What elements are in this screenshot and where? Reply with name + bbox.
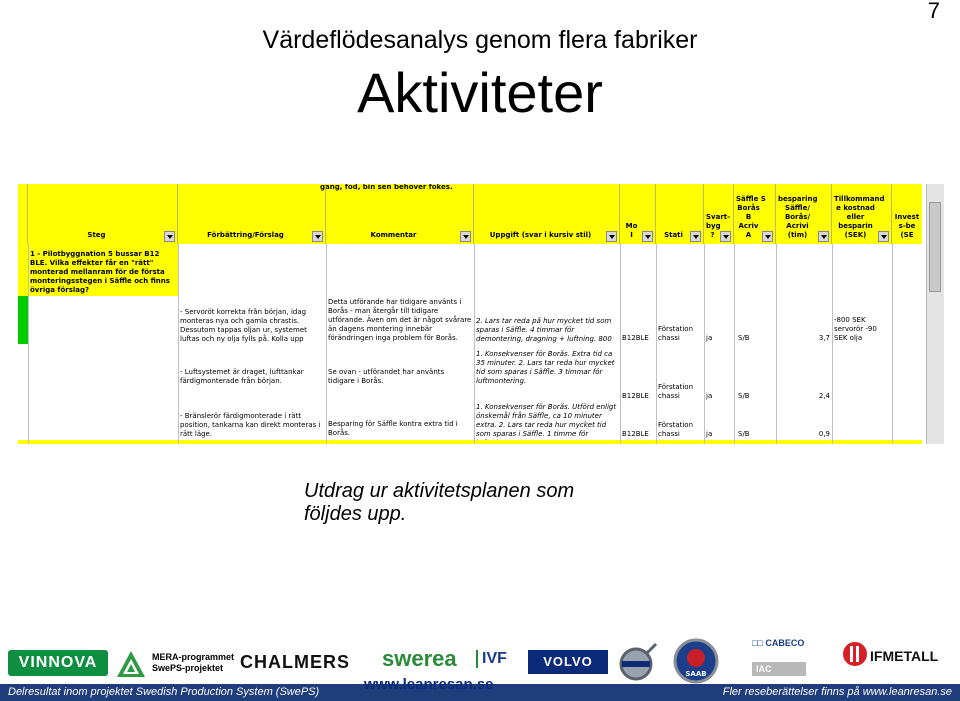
filter-dropdown-icon[interactable]: [606, 231, 617, 242]
grid-line: [656, 244, 657, 444]
overflow-text: gang, fod, bin sen behover fokes.: [320, 184, 453, 191]
uppgift-cell: 1. Konsekvenser för Borås. Utförd enligt önskemål från Säffle, ca 10 minuter extra. 2. Lars tar reda hur mycket tid som sparas i Säffle. 1 timme för: [476, 403, 617, 438]
header-forslag: Förbättring/Förslag: [178, 184, 326, 244]
grid-line: [892, 244, 893, 444]
scrollbar-thumb[interactable]: [929, 202, 941, 292]
iac-logo: IAC: [752, 662, 806, 676]
model-cell: B12BLE: [622, 334, 649, 342]
vinnova-logo: VINNOVA: [8, 650, 108, 676]
uppgift-cell: 2. Lars tar reda på hur mycket tid som sparas i Säffle. 4 timmar för demontering, dragning + luftning. 800: [476, 317, 612, 343]
grid-line: [28, 244, 29, 444]
mera-triangle-icon: [116, 650, 146, 678]
station-cell: Förstation chassi: [658, 325, 694, 342]
header-svart: Svart- byg ?: [704, 184, 734, 244]
grid-line: [776, 244, 777, 444]
forslag-cell: - Bränslerör färdigmonterade i rätt position, tankarna kan direkt monteras i rätt läge.: [180, 412, 321, 438]
volvo-emblem-icon: [616, 642, 660, 682]
table-row: [18, 440, 922, 444]
tim-cell: 3,7: [818, 334, 830, 342]
grid-line: [832, 244, 833, 444]
footer-website-link[interactable]: www.leanresan.se: [364, 676, 494, 693]
model-cell: B12BLE: [622, 392, 649, 400]
ifmetall-logo: IFMETALL: [870, 648, 939, 664]
footer: [0, 630, 960, 701]
grid-line: [326, 244, 327, 444]
status-green-bar: [18, 296, 28, 344]
kommentar-cell: Se ovan - utförandet har använts tidigare i Borås.: [328, 368, 445, 385]
swerea-logo: swerea: [382, 646, 457, 671]
table-row: [18, 244, 922, 297]
filter-dropdown-icon[interactable]: [690, 231, 701, 242]
uppgift-cell: 1. Konsekvenser för Borås. Extra tid ca 35 minuter. 2. Lars tar reda hur mycket tid som sparas i Säffle. 3 timmar för luftmontering.: [476, 350, 615, 385]
sab-cell: S/B: [738, 334, 750, 342]
footer-right-text: Fler reseberättelser finns på www.leanresan.se: [722, 686, 952, 698]
header-invest: Invest s-be (SE: [894, 213, 920, 239]
svart-cell: ja: [706, 334, 713, 342]
vertical-scrollbar[interactable]: [926, 184, 944, 444]
svart-cell: ja: [706, 430, 713, 438]
kommentar-cell: Detta utförande har tidigare använts i Borås - man återgår till tidigare utförande. Även om det är något svårare än dagens montering innebär förändringen inga problem för Borås.: [328, 298, 472, 342]
forslag-cell: - Servoröt korrekta från början, idag monteras nya och gamla chrastis. Dessutom tappas oljan ur, systemet luftas och ny olja fylls på. Kolla upp: [180, 308, 307, 343]
header-corner: [18, 184, 28, 244]
header-kommentar: Kommentar: [326, 184, 474, 244]
cabeco-logo: □□ CABECO: [752, 638, 805, 648]
saab-emblem-icon: [672, 638, 720, 684]
header-kostnad: Tillkommand e kostnad eller besparin (SEK): [832, 184, 892, 244]
station-cell: Förstation chassi: [658, 383, 694, 400]
spreadsheet-excerpt: [18, 184, 944, 444]
sek-cell: -800 SEK servorör -90 SEK olja: [834, 316, 877, 342]
footer-left-text: Delresultat inom projektet Swedish Production System (SwePS): [8, 686, 320, 698]
mera-logo-text: MERA-programmet SwePS-projektet: [152, 652, 235, 673]
chalmers-logo: CHALMERS: [240, 652, 350, 672]
filter-dropdown-icon[interactable]: [164, 231, 175, 242]
volvo-logo: VOLVO: [528, 650, 608, 674]
filter-dropdown-icon[interactable]: [818, 231, 829, 242]
station-cell: Förstation chassi: [658, 421, 694, 438]
slide-title: Aktiviteter: [357, 61, 603, 124]
header-model: Mo I: [620, 184, 656, 244]
slide-subtitle: Värdeflödesanalys genom flera fabriker: [262, 26, 698, 54]
grid-line: [178, 244, 179, 444]
table-row: [18, 402, 922, 441]
steg-cell: 1 - Pilotbyggnation 5 bussar B12 BLE. Vilka effekter får en "rätt" monterad mellanram för de första monteringsstegen i Säffle och finns övriga förslag?: [30, 250, 170, 294]
header-steg: Steg: [28, 184, 178, 244]
filter-dropdown-icon[interactable]: [460, 231, 471, 242]
grid-line: [474, 244, 475, 444]
page-number: 7: [927, 0, 940, 23]
tim-cell: 0,9: [818, 430, 830, 438]
header-besparing: besparing Säffle/ Borås/ Acrivi (tim): [776, 184, 832, 244]
forslag-cell: - Luftsystemet är draget, lufttankar färdigmonterade från början.: [180, 368, 304, 385]
sab-cell: S/B: [738, 430, 750, 438]
ifmetall-mark-icon: [842, 640, 868, 668]
grid-line: [734, 244, 735, 444]
svart-cell: ja: [706, 392, 713, 400]
header-sab: Säffle S Borås B Acriv A: [734, 184, 776, 244]
filter-dropdown-icon[interactable]: [762, 231, 773, 242]
swerea-ivf-logo: IVF: [476, 650, 507, 668]
grid-line: [620, 244, 621, 444]
row-marker: [18, 244, 28, 296]
filter-dropdown-icon[interactable]: [642, 231, 653, 242]
filter-dropdown-icon[interactable]: [312, 231, 323, 242]
kommentar-cell: Besparing för Säffle kontra extra tid i Borås.: [328, 420, 458, 437]
model-cell: B12BLE: [622, 430, 649, 438]
header-station: Stati: [656, 184, 704, 244]
filter-dropdown-icon[interactable]: [878, 231, 889, 242]
grid-line: [704, 244, 705, 444]
caption: Utdrag ur aktivitetsplanen som följdes upp.: [304, 480, 575, 525]
filter-dropdown-icon[interactable]: [720, 231, 731, 242]
svg-text:SAAB: SAAB: [685, 670, 707, 678]
table-row: [18, 296, 922, 345]
header-uppgift: Uppgift (svar i kursiv stil): [474, 184, 620, 244]
sab-cell: S/B: [738, 392, 750, 400]
tim-cell: 2,4: [818, 392, 830, 400]
table-row: [18, 344, 922, 403]
